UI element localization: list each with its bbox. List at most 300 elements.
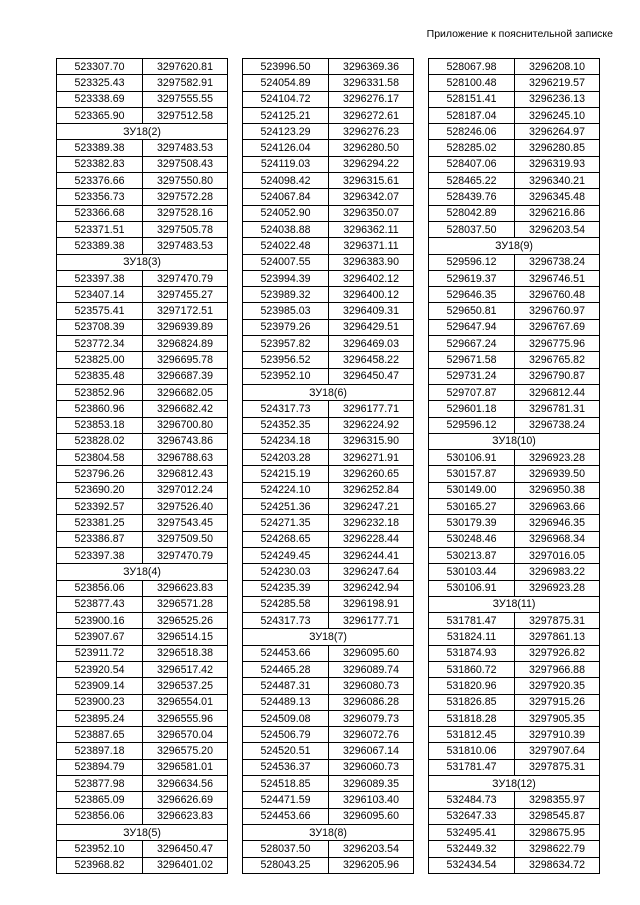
coordinate-row [243, 205, 414, 221]
coordinate-row [57, 678, 228, 694]
y-coordinate-cell: 3296946.35 [515, 515, 600, 531]
coordinate-row [429, 107, 600, 123]
y-coordinate-cell: 3296923.28 [515, 450, 600, 466]
y-coordinate-cell: 3296205.96 [329, 857, 414, 873]
coordinate-row [57, 694, 228, 710]
x-coordinate-cell: 523407.14 [57, 287, 143, 303]
x-coordinate-cell: 523796.26 [57, 466, 143, 482]
x-coordinate-cell: 523985.03 [243, 303, 329, 319]
coordinate-row [243, 694, 414, 710]
x-coordinate-cell: 523325.43 [57, 75, 143, 91]
y-coordinate-cell: 3296765.82 [515, 352, 600, 368]
section-header-row [429, 776, 600, 792]
coordinate-row [57, 270, 228, 286]
coordinate-row [243, 564, 414, 580]
x-coordinate-cell: 524465.28 [243, 661, 329, 677]
section-header-row [57, 824, 228, 840]
coordinate-row [57, 140, 228, 156]
x-coordinate-cell: 530165.27 [429, 499, 515, 515]
x-coordinate-cell: 528037.50 [243, 841, 329, 857]
x-coordinate-cell: 524038.88 [243, 221, 329, 237]
y-coordinate-cell: 3296340.21 [515, 173, 600, 189]
x-coordinate-cell: 523386.87 [57, 531, 143, 547]
y-coordinate-cell: 3296950.38 [515, 482, 600, 498]
y-coordinate-cell: 3296760.48 [515, 287, 600, 303]
y-coordinate-cell: 3297966.88 [515, 661, 600, 677]
x-coordinate-cell: 524119.03 [243, 156, 329, 172]
y-coordinate-cell: 3298355.97 [515, 792, 600, 808]
x-coordinate-cell: 531874.93 [429, 645, 515, 661]
x-coordinate-cell: 523392.57 [57, 499, 143, 515]
x-coordinate-cell: 528151.41 [429, 91, 515, 107]
y-coordinate-cell: 3296746.51 [515, 270, 600, 286]
page-header: Приложение к пояснительной записке [426, 28, 613, 40]
coordinate-row [57, 466, 228, 482]
y-coordinate-cell: 3297528.16 [143, 205, 228, 221]
coordinate-row [57, 531, 228, 547]
x-coordinate-cell: 524230.03 [243, 564, 329, 580]
x-coordinate-cell: 531826.85 [429, 694, 515, 710]
y-coordinate-cell: 3296581.01 [143, 759, 228, 775]
y-coordinate-cell: 3296371.11 [329, 238, 414, 254]
y-coordinate-cell: 3296252.84 [329, 482, 414, 498]
x-coordinate-cell: 524536.37 [243, 759, 329, 775]
coordinate-row [429, 710, 600, 726]
coordinate-row [429, 254, 600, 270]
y-coordinate-cell: 3296280.85 [515, 140, 600, 156]
coordinate-row [429, 75, 600, 91]
x-coordinate-cell: 532484.73 [429, 792, 515, 808]
coordinate-row [243, 270, 414, 286]
x-coordinate-cell: 528067.98 [429, 59, 515, 75]
y-coordinate-cell: 3296514.15 [143, 629, 228, 645]
x-coordinate-cell: 528042.89 [429, 205, 515, 221]
y-coordinate-cell: 3296700.80 [143, 417, 228, 433]
x-coordinate-cell: 523996.50 [243, 59, 329, 75]
coordinate-row [57, 499, 228, 515]
x-coordinate-cell: 529619.37 [429, 270, 515, 286]
x-coordinate-cell: 523708.39 [57, 319, 143, 335]
y-coordinate-cell: 3296571.28 [143, 596, 228, 612]
x-coordinate-cell: 530103.44 [429, 564, 515, 580]
y-coordinate-cell: 3296402.12 [329, 270, 414, 286]
x-coordinate-cell: 523835.48 [57, 368, 143, 384]
y-coordinate-cell: 3296682.42 [143, 401, 228, 417]
section-title: ЗУ18(11) [429, 596, 600, 612]
y-coordinate-cell: 3296781.31 [515, 401, 600, 417]
section-title: ЗУ18(6) [243, 384, 414, 400]
x-coordinate-cell: 523897.18 [57, 743, 143, 759]
y-coordinate-cell: 3296060.73 [329, 759, 414, 775]
coordinate-row [57, 759, 228, 775]
y-coordinate-cell: 3297172.51 [143, 303, 228, 319]
x-coordinate-cell: 523381.25 [57, 515, 143, 531]
x-coordinate-cell: 532449.32 [429, 841, 515, 857]
y-coordinate-cell: 3297920.35 [515, 678, 600, 694]
y-coordinate-cell: 3296570.04 [143, 727, 228, 743]
y-coordinate-cell: 3296089.74 [329, 661, 414, 677]
x-coordinate-cell: 530179.39 [429, 515, 515, 531]
coordinate-row [243, 743, 414, 759]
y-coordinate-cell: 3296228.44 [329, 531, 414, 547]
coordinate-row [429, 156, 600, 172]
x-coordinate-cell: 523690.20 [57, 482, 143, 498]
x-coordinate-cell: 530106.91 [429, 580, 515, 596]
coordinate-row [429, 531, 600, 547]
x-coordinate-cell: 523853.18 [57, 417, 143, 433]
x-coordinate-cell: 528465.22 [429, 173, 515, 189]
coordinate-row [57, 107, 228, 123]
coordinate-row [57, 319, 228, 335]
y-coordinate-cell: 3296518.38 [143, 645, 228, 661]
y-coordinate-cell: 3296362.11 [329, 221, 414, 237]
x-coordinate-cell: 529601.18 [429, 401, 515, 417]
y-coordinate-cell: 3296177.71 [329, 613, 414, 629]
coordinate-row [429, 547, 600, 563]
y-coordinate-cell: 3296080.73 [329, 678, 414, 694]
coordinate-row [57, 75, 228, 91]
y-coordinate-cell: 3296409.31 [329, 303, 414, 319]
coordinate-row [429, 140, 600, 156]
y-coordinate-cell: 3296555.96 [143, 710, 228, 726]
x-coordinate-cell: 528246.06 [429, 124, 515, 140]
y-coordinate-cell: 3297505.78 [143, 221, 228, 237]
coordinate-row [429, 205, 600, 221]
coordinate-row [429, 124, 600, 140]
y-coordinate-cell: 3296103.40 [329, 792, 414, 808]
coordinate-row [243, 531, 414, 547]
x-coordinate-cell: 531812.45 [429, 727, 515, 743]
y-coordinate-cell: 3298622.79 [515, 841, 600, 857]
y-coordinate-cell: 3296247.21 [329, 499, 414, 515]
x-coordinate-cell: 529731.24 [429, 368, 515, 384]
y-coordinate-cell: 3296350.07 [329, 205, 414, 221]
x-coordinate-cell: 524453.66 [243, 808, 329, 824]
coordinate-row [429, 91, 600, 107]
x-coordinate-cell: 524125.21 [243, 107, 329, 123]
coordinate-row [243, 613, 414, 629]
x-coordinate-cell: 531810.06 [429, 743, 515, 759]
coordinate-row [243, 776, 414, 792]
coordinate-row [57, 629, 228, 645]
coordinate-row [429, 824, 600, 840]
coordinate-row [429, 303, 600, 319]
x-coordinate-cell: 524471.59 [243, 792, 329, 808]
x-coordinate-cell: 523856.06 [57, 808, 143, 824]
coordinate-row [243, 857, 414, 873]
coordinate-row [57, 450, 228, 466]
x-coordinate-cell: 524067.84 [243, 189, 329, 205]
y-coordinate-cell: 3296939.89 [143, 319, 228, 335]
section-title: ЗУ18(9) [429, 238, 600, 254]
coordinate-row [57, 221, 228, 237]
y-coordinate-cell: 3296198.91 [329, 596, 414, 612]
section-title: ЗУ18(2) [57, 124, 228, 140]
coordinate-row [429, 336, 600, 352]
coordinate-row [243, 303, 414, 319]
x-coordinate-cell: 523828.02 [57, 433, 143, 449]
y-coordinate-cell: 3296939.50 [515, 466, 600, 482]
x-coordinate-cell: 523894.79 [57, 759, 143, 775]
coordinate-row [243, 254, 414, 270]
coordinate-row [243, 482, 414, 498]
x-coordinate-cell: 523376.66 [57, 173, 143, 189]
coordinate-row [243, 759, 414, 775]
y-coordinate-cell: 3297910.39 [515, 727, 600, 743]
y-coordinate-cell: 3296537.25 [143, 678, 228, 694]
x-coordinate-cell: 523994.39 [243, 270, 329, 286]
y-coordinate-cell: 3296963.66 [515, 499, 600, 515]
y-coordinate-cell: 3297483.53 [143, 238, 228, 254]
y-coordinate-cell: 3297512.58 [143, 107, 228, 123]
coordinate-row [57, 857, 228, 873]
x-coordinate-cell: 524509.08 [243, 710, 329, 726]
coordinate-row [57, 205, 228, 221]
y-coordinate-cell: 3296276.17 [329, 91, 414, 107]
x-coordinate-cell: 530149.00 [429, 482, 515, 498]
y-coordinate-cell: 3297470.79 [143, 547, 228, 563]
y-coordinate-cell: 3296345.48 [515, 189, 600, 205]
y-coordinate-cell: 3298545.87 [515, 808, 600, 824]
coordinate-row [243, 287, 414, 303]
coordinate-row [429, 173, 600, 189]
x-coordinate-cell: 524249.45 [243, 547, 329, 563]
x-coordinate-cell: 523865.09 [57, 792, 143, 808]
section-title: ЗУ18(7) [243, 629, 414, 645]
coordinate-row [429, 759, 600, 775]
coordinate-row [429, 352, 600, 368]
y-coordinate-cell: 3296079.73 [329, 710, 414, 726]
y-coordinate-cell: 3297509.50 [143, 531, 228, 547]
y-coordinate-cell: 3297508.43 [143, 156, 228, 172]
section-title: ЗУ18(12) [429, 776, 600, 792]
x-coordinate-cell: 528043.25 [243, 857, 329, 873]
coordinate-row [57, 401, 228, 417]
x-coordinate-cell: 524224.10 [243, 482, 329, 498]
y-coordinate-cell: 3298675.95 [515, 824, 600, 840]
section-title: ЗУ18(3) [57, 254, 228, 270]
y-coordinate-cell: 3297555.55 [143, 91, 228, 107]
x-coordinate-cell: 529667.24 [429, 336, 515, 352]
coordinate-row [429, 613, 600, 629]
x-coordinate-cell: 523365.90 [57, 107, 143, 123]
coordinate-row [57, 645, 228, 661]
y-coordinate-cell: 3296682.05 [143, 384, 228, 400]
x-coordinate-cell: 524104.72 [243, 91, 329, 107]
y-coordinate-cell: 3296216.86 [515, 205, 600, 221]
coordinate-row [243, 466, 414, 482]
y-coordinate-cell: 3296242.94 [329, 580, 414, 596]
x-coordinate-cell: 523852.96 [57, 384, 143, 400]
y-coordinate-cell: 3297905.35 [515, 710, 600, 726]
x-coordinate-cell: 529596.12 [429, 254, 515, 270]
x-coordinate-cell: 524352.35 [243, 417, 329, 433]
coordinate-row [429, 678, 600, 694]
coordinate-row [243, 580, 414, 596]
x-coordinate-cell: 529647.94 [429, 319, 515, 335]
coordinate-row [429, 629, 600, 645]
section-header-row [243, 824, 414, 840]
y-coordinate-cell: 3296634.56 [143, 776, 228, 792]
coordinate-row [243, 499, 414, 515]
coordinate-row [243, 107, 414, 123]
x-coordinate-cell: 523382.83 [57, 156, 143, 172]
coordinate-row [429, 270, 600, 286]
x-coordinate-cell: 523952.10 [243, 368, 329, 384]
x-coordinate-cell: 523856.06 [57, 580, 143, 596]
y-coordinate-cell: 3296264.97 [515, 124, 600, 140]
coordinate-row [243, 710, 414, 726]
y-coordinate-cell: 3296236.13 [515, 91, 600, 107]
coordinate-row [243, 173, 414, 189]
y-coordinate-cell: 3296272.61 [329, 107, 414, 123]
x-coordinate-cell: 523804.58 [57, 450, 143, 466]
coordinate-row [243, 645, 414, 661]
x-coordinate-cell: 524203.28 [243, 450, 329, 466]
x-coordinate-cell: 523338.69 [57, 91, 143, 107]
x-coordinate-cell: 523575.41 [57, 303, 143, 319]
x-coordinate-cell: 531820.96 [429, 678, 515, 694]
y-coordinate-cell: 3296623.83 [143, 808, 228, 824]
x-coordinate-cell: 523989.32 [243, 287, 329, 303]
x-coordinate-cell: 523366.68 [57, 205, 143, 221]
x-coordinate-cell: 524235.39 [243, 580, 329, 596]
coordinate-row [57, 417, 228, 433]
section-title: ЗУ18(4) [57, 564, 228, 580]
y-coordinate-cell: 3297875.31 [515, 759, 600, 775]
x-coordinate-cell: 523860.96 [57, 401, 143, 417]
x-coordinate-cell: 523307.70 [57, 59, 143, 75]
y-coordinate-cell: 3296767.69 [515, 319, 600, 335]
coordinate-row [429, 221, 600, 237]
coordinate-row [57, 613, 228, 629]
coordinate-row [429, 694, 600, 710]
coordinate-row [429, 450, 600, 466]
x-coordinate-cell: 523900.23 [57, 694, 143, 710]
x-coordinate-cell: 524215.19 [243, 466, 329, 482]
section-header-row [243, 384, 414, 400]
section-title: ЗУ18(5) [57, 824, 228, 840]
x-coordinate-cell: 524285.58 [243, 596, 329, 612]
y-coordinate-cell: 3296095.60 [329, 645, 414, 661]
x-coordinate-cell: 532434.54 [429, 857, 515, 873]
y-coordinate-cell: 3296775.96 [515, 336, 600, 352]
coordinate-row [429, 857, 600, 873]
x-coordinate-cell: 524234.18 [243, 433, 329, 449]
y-coordinate-cell: 3296923.28 [515, 580, 600, 596]
y-coordinate-cell: 3296687.39 [143, 368, 228, 384]
x-coordinate-cell: 524054.89 [243, 75, 329, 91]
coordinate-row [243, 319, 414, 335]
x-coordinate-cell: 523877.43 [57, 596, 143, 612]
section-header-row [57, 124, 228, 140]
y-coordinate-cell: 3297483.53 [143, 140, 228, 156]
coordinate-row [243, 450, 414, 466]
coordinate-row [57, 368, 228, 384]
x-coordinate-cell: 524022.48 [243, 238, 329, 254]
y-coordinate-cell: 3296369.36 [329, 59, 414, 75]
coordinate-row [243, 841, 414, 857]
y-coordinate-cell: 3297526.40 [143, 499, 228, 515]
x-coordinate-cell: 523907.67 [57, 629, 143, 645]
y-coordinate-cell: 3296760.97 [515, 303, 600, 319]
coordinates-table-column-2 [242, 58, 414, 874]
y-coordinate-cell: 3296219.57 [515, 75, 600, 91]
coordinate-row [429, 287, 600, 303]
y-coordinate-cell: 3296400.12 [329, 287, 414, 303]
x-coordinate-cell: 523397.38 [57, 270, 143, 286]
x-coordinate-cell: 528407.06 [429, 156, 515, 172]
coordinate-row [243, 238, 414, 254]
x-coordinate-cell: 532647.33 [429, 808, 515, 824]
y-coordinate-cell: 3296086.28 [329, 694, 414, 710]
y-coordinate-cell: 3297875.31 [515, 613, 600, 629]
y-coordinate-cell: 3297907.64 [515, 743, 600, 759]
coordinate-row [57, 710, 228, 726]
y-coordinate-cell: 3296280.50 [329, 140, 414, 156]
x-coordinate-cell: 524518.85 [243, 776, 329, 792]
x-coordinate-cell: 524123.29 [243, 124, 329, 140]
y-coordinate-cell: 3296224.92 [329, 417, 414, 433]
coordinate-row [57, 547, 228, 563]
x-coordinate-cell: 529707.87 [429, 384, 515, 400]
section-header-row [57, 254, 228, 270]
coordinate-row [429, 645, 600, 661]
coordinate-row [429, 499, 600, 515]
coordinate-row [57, 189, 228, 205]
y-coordinate-cell: 3296469.03 [329, 336, 414, 352]
x-coordinate-cell: 524007.55 [243, 254, 329, 270]
coordinate-row [243, 75, 414, 91]
coordinate-row [57, 743, 228, 759]
y-coordinate-cell: 3297470.79 [143, 270, 228, 286]
coordinate-row [57, 156, 228, 172]
x-coordinate-cell: 523956.52 [243, 352, 329, 368]
y-coordinate-cell: 3296315.61 [329, 173, 414, 189]
y-coordinate-cell: 3296319.93 [515, 156, 600, 172]
y-coordinate-cell: 3296095.60 [329, 808, 414, 824]
x-coordinate-cell: 530106.91 [429, 450, 515, 466]
coordinate-row [57, 91, 228, 107]
y-coordinate-cell: 3296245.10 [515, 107, 600, 123]
coordinate-row [429, 466, 600, 482]
coordinate-row [429, 743, 600, 759]
y-coordinate-cell: 3296260.65 [329, 466, 414, 482]
y-coordinate-cell: 3296812.43 [143, 466, 228, 482]
coordinate-row [243, 156, 414, 172]
x-coordinate-cell: 529646.35 [429, 287, 515, 303]
y-coordinate-cell: 3297543.45 [143, 515, 228, 531]
section-header-row [57, 564, 228, 580]
x-coordinate-cell: 531818.28 [429, 710, 515, 726]
y-coordinate-cell: 3296067.14 [329, 743, 414, 759]
x-coordinate-cell: 523957.82 [243, 336, 329, 352]
y-coordinate-cell: 3297861.13 [515, 629, 600, 645]
coordinate-row [243, 417, 414, 433]
y-coordinate-cell: 3296790.87 [515, 368, 600, 384]
coordinate-row [57, 727, 228, 743]
x-coordinate-cell: 532495.41 [429, 824, 515, 840]
y-coordinate-cell: 3297582.91 [143, 75, 228, 91]
x-coordinate-cell: 523389.38 [57, 140, 143, 156]
x-coordinate-cell: 524317.73 [243, 613, 329, 629]
y-coordinate-cell: 3297620.81 [143, 59, 228, 75]
x-coordinate-cell: 523952.10 [57, 841, 143, 857]
coordinate-row [57, 776, 228, 792]
coordinate-row [243, 515, 414, 531]
coordinate-row [57, 433, 228, 449]
x-coordinate-cell: 529671.58 [429, 352, 515, 368]
